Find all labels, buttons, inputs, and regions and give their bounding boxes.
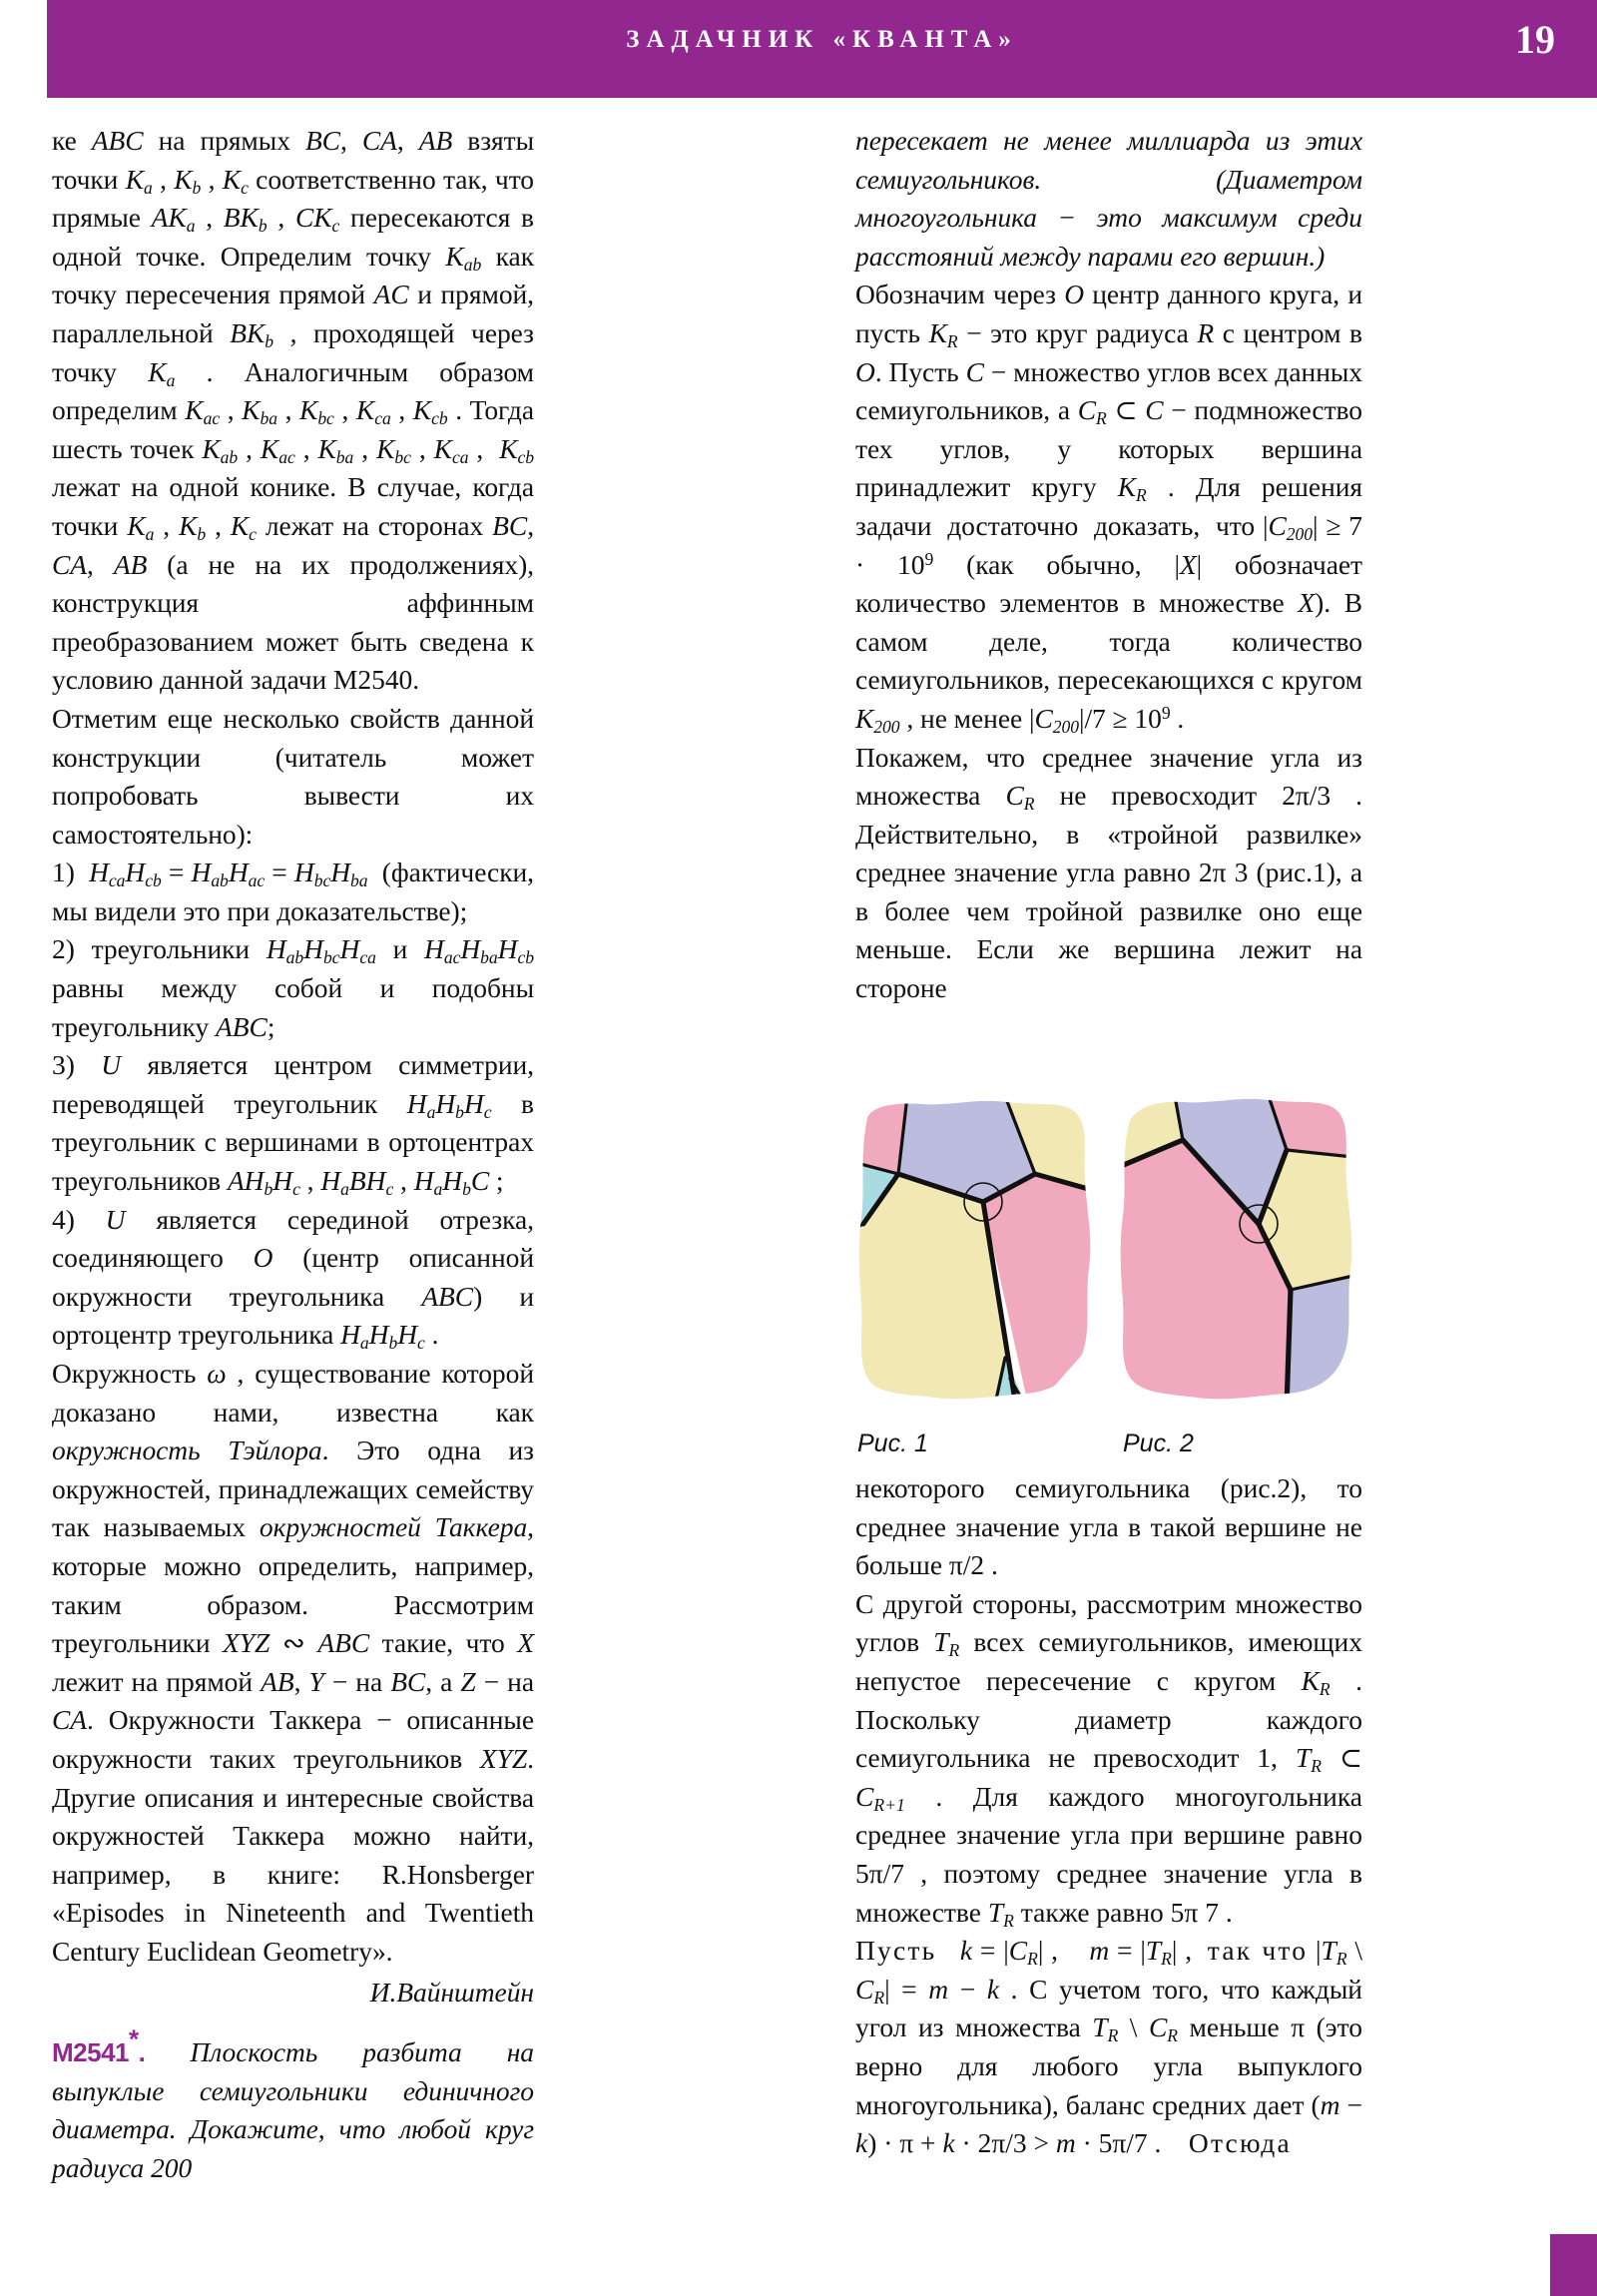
figure-1-caption: Рис. 1 (857, 1430, 928, 1457)
figure-2 (1119, 1096, 1362, 1414)
right-para-5: С другой стороны, рассмотрим множество углов $T_R$ всех семиугольников, имеющих непустое пересечение с кругом $K_R$ . Поскольку диаметр каждого семиугольника не превосходит 1, $T_R$ ⊂ $C_{R+1}$ . Для каждого многоугольника среднее значение угла при вершине равно 5π/7 , поэтому среднее значение угла в множестве $T_R$ также равно 5π 7 . (855, 1587, 1363, 1931)
page-title: ЗАДАЧНИК «КВАНТА» (626, 26, 1018, 53)
problem-statement (52, 2023, 535, 2187)
right-column-upper (855, 122, 1362, 1008)
corner-mark (1550, 2234, 1597, 2296)
figure-2-caption: Рис. 2 (1123, 1430, 1194, 1457)
problem-id: M2541 (52, 2037, 129, 2068)
author-attribution: И.Вайнштейн (369, 1976, 534, 2008)
right-para-6: Пусть $k = |C_R|$ , $m = |T_R|$ , так что $|T_R$ \ $C_R| = m - k$ . С учетом того, что каждый угол из множества $T_R$ \ $C_R$ меньше π (это верно для любого угла выпуклого многоугольника), баланс средних дает (m − k) · π + k · 2π/3 > m · 5π/7 . Отсюда (855, 1935, 1363, 2159)
left-item-1: 1) $H_{ca}H_{cb} = H_{ab}H_{ac} = H_{bc}H_{ba}$ (фактически, мы видели это при доказательстве); (52, 857, 535, 926)
figures-row (855, 1096, 1362, 1435)
page-number: 19 (1515, 17, 1555, 62)
left-item-4: 4) U является серединой отрезка, соединяющего O (центр описанной окружности треугольника ABC) и ортоцентр треугольника $H_aH_bH_c$ . (52, 1203, 535, 1354)
figure-1 (855, 1096, 1099, 1414)
problem-text: Плоскость разбита на выпуклые семиугольники единичного диаметра. Докажите, что любой круг радиуса 200 (52, 2036, 535, 2183)
right-column-lower (855, 1469, 1362, 2163)
right-para-2: Обозначим через O центр данного круга, и пусть $K_R$ − это круг радиуса R с центром в O. Пусть C − множество углов всех данных семиугольников, а $C_R$ ⊂ C − подмножество тех углов, у которых вершина принадлежит кругу $K_R$ . Для решения задачи достаточно доказать, что $|C_{200}| \ge 7 \cdot 10^9$ (как обычно, |X| обозначает количество элементов в множестве X). В самом деле, тогда количество семиугольников, пересекающихся с кругом $K_{200}$ , не менее $|C_{200}|/7 \ge 10^9$ . (855, 279, 1363, 737)
right-para-3: Покажем, что среднее значение угла из множества $C_R$ не превосходит 2π/3 . Действительно, в «тройной развилке» среднее значение угла равно 2π 3 (рис.1), а в более чем тройной развилке оно еще меньше. Если же вершина лежит на стороне (855, 741, 1363, 1004)
left-item-3: 3) U является центром симметрии, переводящей треугольник $H_aH_bH_c$ в треугольник с вершинами в ортоцентрах треугольников $AH_bH_c$ , $H_aBH_c$ , $H_aH_bC$ ; (52, 1049, 535, 1199)
left-para-2: Отметим еще несколько свойств данной конструкции (читатель может попробовать вывести их самостоятельно): (52, 702, 534, 850)
left-para-1: ке ABC на прямых BC, CA, AB взяты точки $K_a$ , $K_b$ , $K_c$ соответственно так, что прямые $AK_a$ , $BK_b$ , $CK_c$ пересекаются в одной точке. Определим точку $K_{ab}$ как точку пересечения прямой AC и прямой, параллельной $BK_b$ , проходящей через точку $K_a$ . Аналогичным образом определим $K_{ac}$ , $K_{ba}$ , $K_{bc}$ , $K_{ca}$ , $K_{cb}$ . Тогда шесть точек $K_{ab}$ , $K_{ac}$ , $K_{ba}$ , $K_{bc}$ , $K_{ca}$ , $K_{cb}$ лежат на одной конике. В случае, когда точки $K_a$ , $K_b$ , $K_c$ лежат на сторонах BC, CA, AB (а не на их продолжениях), конструкция аффинным преобразованием может быть сведена к условию данной задачи M2540. (52, 125, 535, 696)
figure-captions (855, 1430, 1362, 1463)
right-para-1: пересекает не менее миллиарда из этих семиугольников. (Диаметром многоугольника − это максимум среди расстояний между парами его вершин.) (855, 125, 1362, 272)
problem-id-dot: . (138, 2037, 146, 2068)
left-para-3: Окружность ω , существование которой доказано нами, известна как окружность Тэйлора. Это одна из окружностей, принадлежащих семейству так называемых окружностей Таккера, которые можно определить, например, таким образом. Рассмотрим треугольники XYZ ∾ ABC такие, что X лежит на прямой AB, Y − на BC, а Z − на CA. Окружности Таккера − описанные окружности таких треугольников XYZ. Другие описания и интересные свойства окружностей Таккера можно найти, например, в книге: R.Honsberger «Episodes in Nineteenth and Twentieth Century Euclidean Geometry». (52, 1358, 534, 1967)
section-spacer (52, 2011, 534, 2033)
left-item-2: 2) треугольники $H_{ab}H_{bc}H_{ca}$ и $H_{ac}H_{ba}H_{cb}$ равны между собой и подобны треугольнику ABC; (52, 933, 534, 1042)
problem-star: * (129, 2023, 139, 2054)
left-column (52, 122, 534, 2187)
header-band (47, 0, 1597, 98)
right-para-4: некоторого семиугольника (рис.2), то среднее значение угла в такой вершине не больше π/2 . (855, 1472, 1362, 1581)
